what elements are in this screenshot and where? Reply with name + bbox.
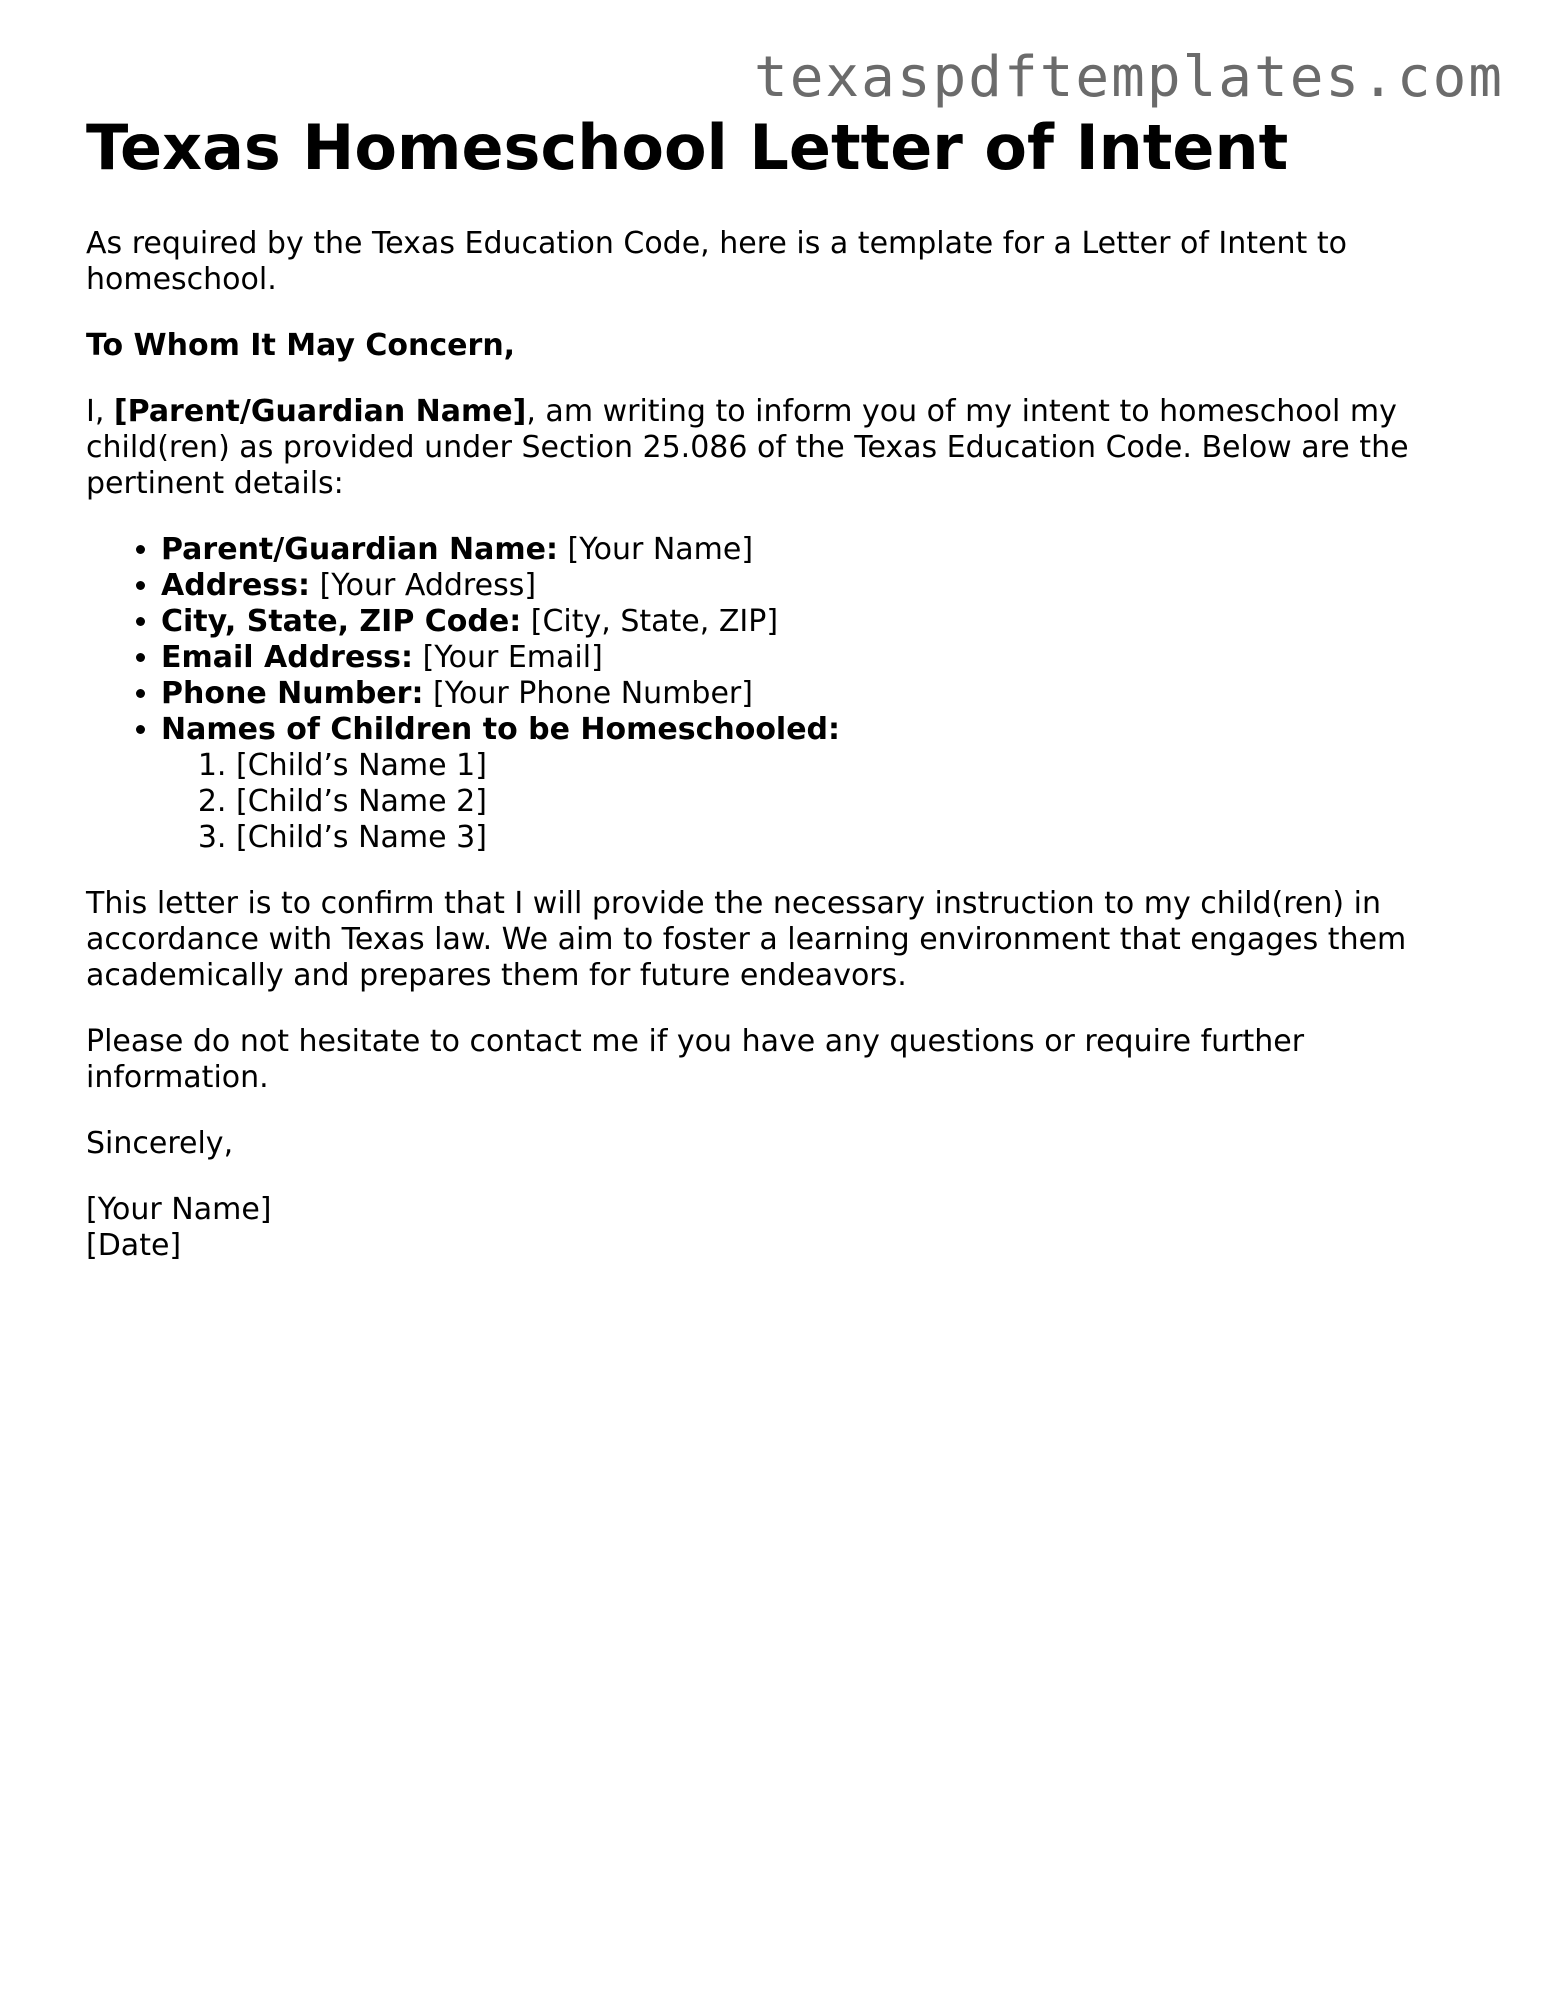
child-name-item: 2. [Child’s Name 2] (236, 784, 1466, 820)
children-list (161, 748, 1466, 856)
detail-city-state-zip (161, 604, 1466, 640)
confirmation-paragraph: This letter is to confirm that I will provide the necessary instruction to my child(ren) in accordance with Texas law. We aim to foster a learning environment that engages them academically and prepares them for future endeavors. (86, 886, 1407, 993)
signature-date: [Date] (86, 1228, 182, 1263)
details-list (86, 532, 1466, 856)
opening-prefix: I, (86, 394, 114, 429)
detail-email (161, 640, 1466, 676)
detail-value: [Your Address] (310, 568, 537, 603)
signature-block (86, 1192, 1466, 1264)
child-name-item: 1. [Child’s Name 1] (236, 748, 1466, 784)
intro-paragraph: As required by the Texas Education Code, here is a template for a Letter of Intent to homeschool. (86, 226, 1347, 297)
detail-value: [Your Email] (413, 640, 603, 675)
letter-document (86, 108, 1466, 1264)
salutation: To Whom It May Concern, (86, 328, 516, 363)
opening-suffix: , am writing to inform you of my intent to homeschool my child(ren) as provided under Section 25.086 of the Texas Education Code. Below are the pertinent details: (86, 394, 1409, 501)
detail-phone (161, 676, 1466, 712)
child-name-item: 3. [Child’s Name 3] (236, 820, 1466, 856)
detail-label: Phone Number: (161, 676, 424, 711)
detail-value: [Your Name] (558, 532, 754, 567)
parent-name-placeholder: [Parent/Guardian Name] (113, 394, 527, 429)
detail-label: Names of Children to be Homeschooled: (161, 712, 841, 747)
closing: Sincerely, (86, 1126, 234, 1161)
detail-value: [Your Phone Number] (423, 676, 753, 711)
site-watermark: texaspdftemplates.com (753, 45, 1504, 110)
detail-label: Parent/Guardian Name: (161, 532, 559, 567)
detail-label: Address: (161, 568, 311, 603)
contact-paragraph: Please do not hesitate to contact me if you have any questions or require further information. (86, 1024, 1305, 1095)
page-title: Texas Homeschool Letter of Intent (86, 111, 1289, 184)
detail-address (161, 568, 1466, 604)
detail-children (161, 712, 1466, 856)
detail-label: City, State, ZIP Code: (161, 604, 522, 639)
detail-label: Email Address: (161, 640, 414, 675)
opening-paragraph (86, 394, 1466, 502)
detail-value: [City, State, ZIP] (521, 604, 779, 639)
signature-name: [Your Name] (86, 1192, 272, 1227)
detail-parent-name (161, 532, 1466, 568)
